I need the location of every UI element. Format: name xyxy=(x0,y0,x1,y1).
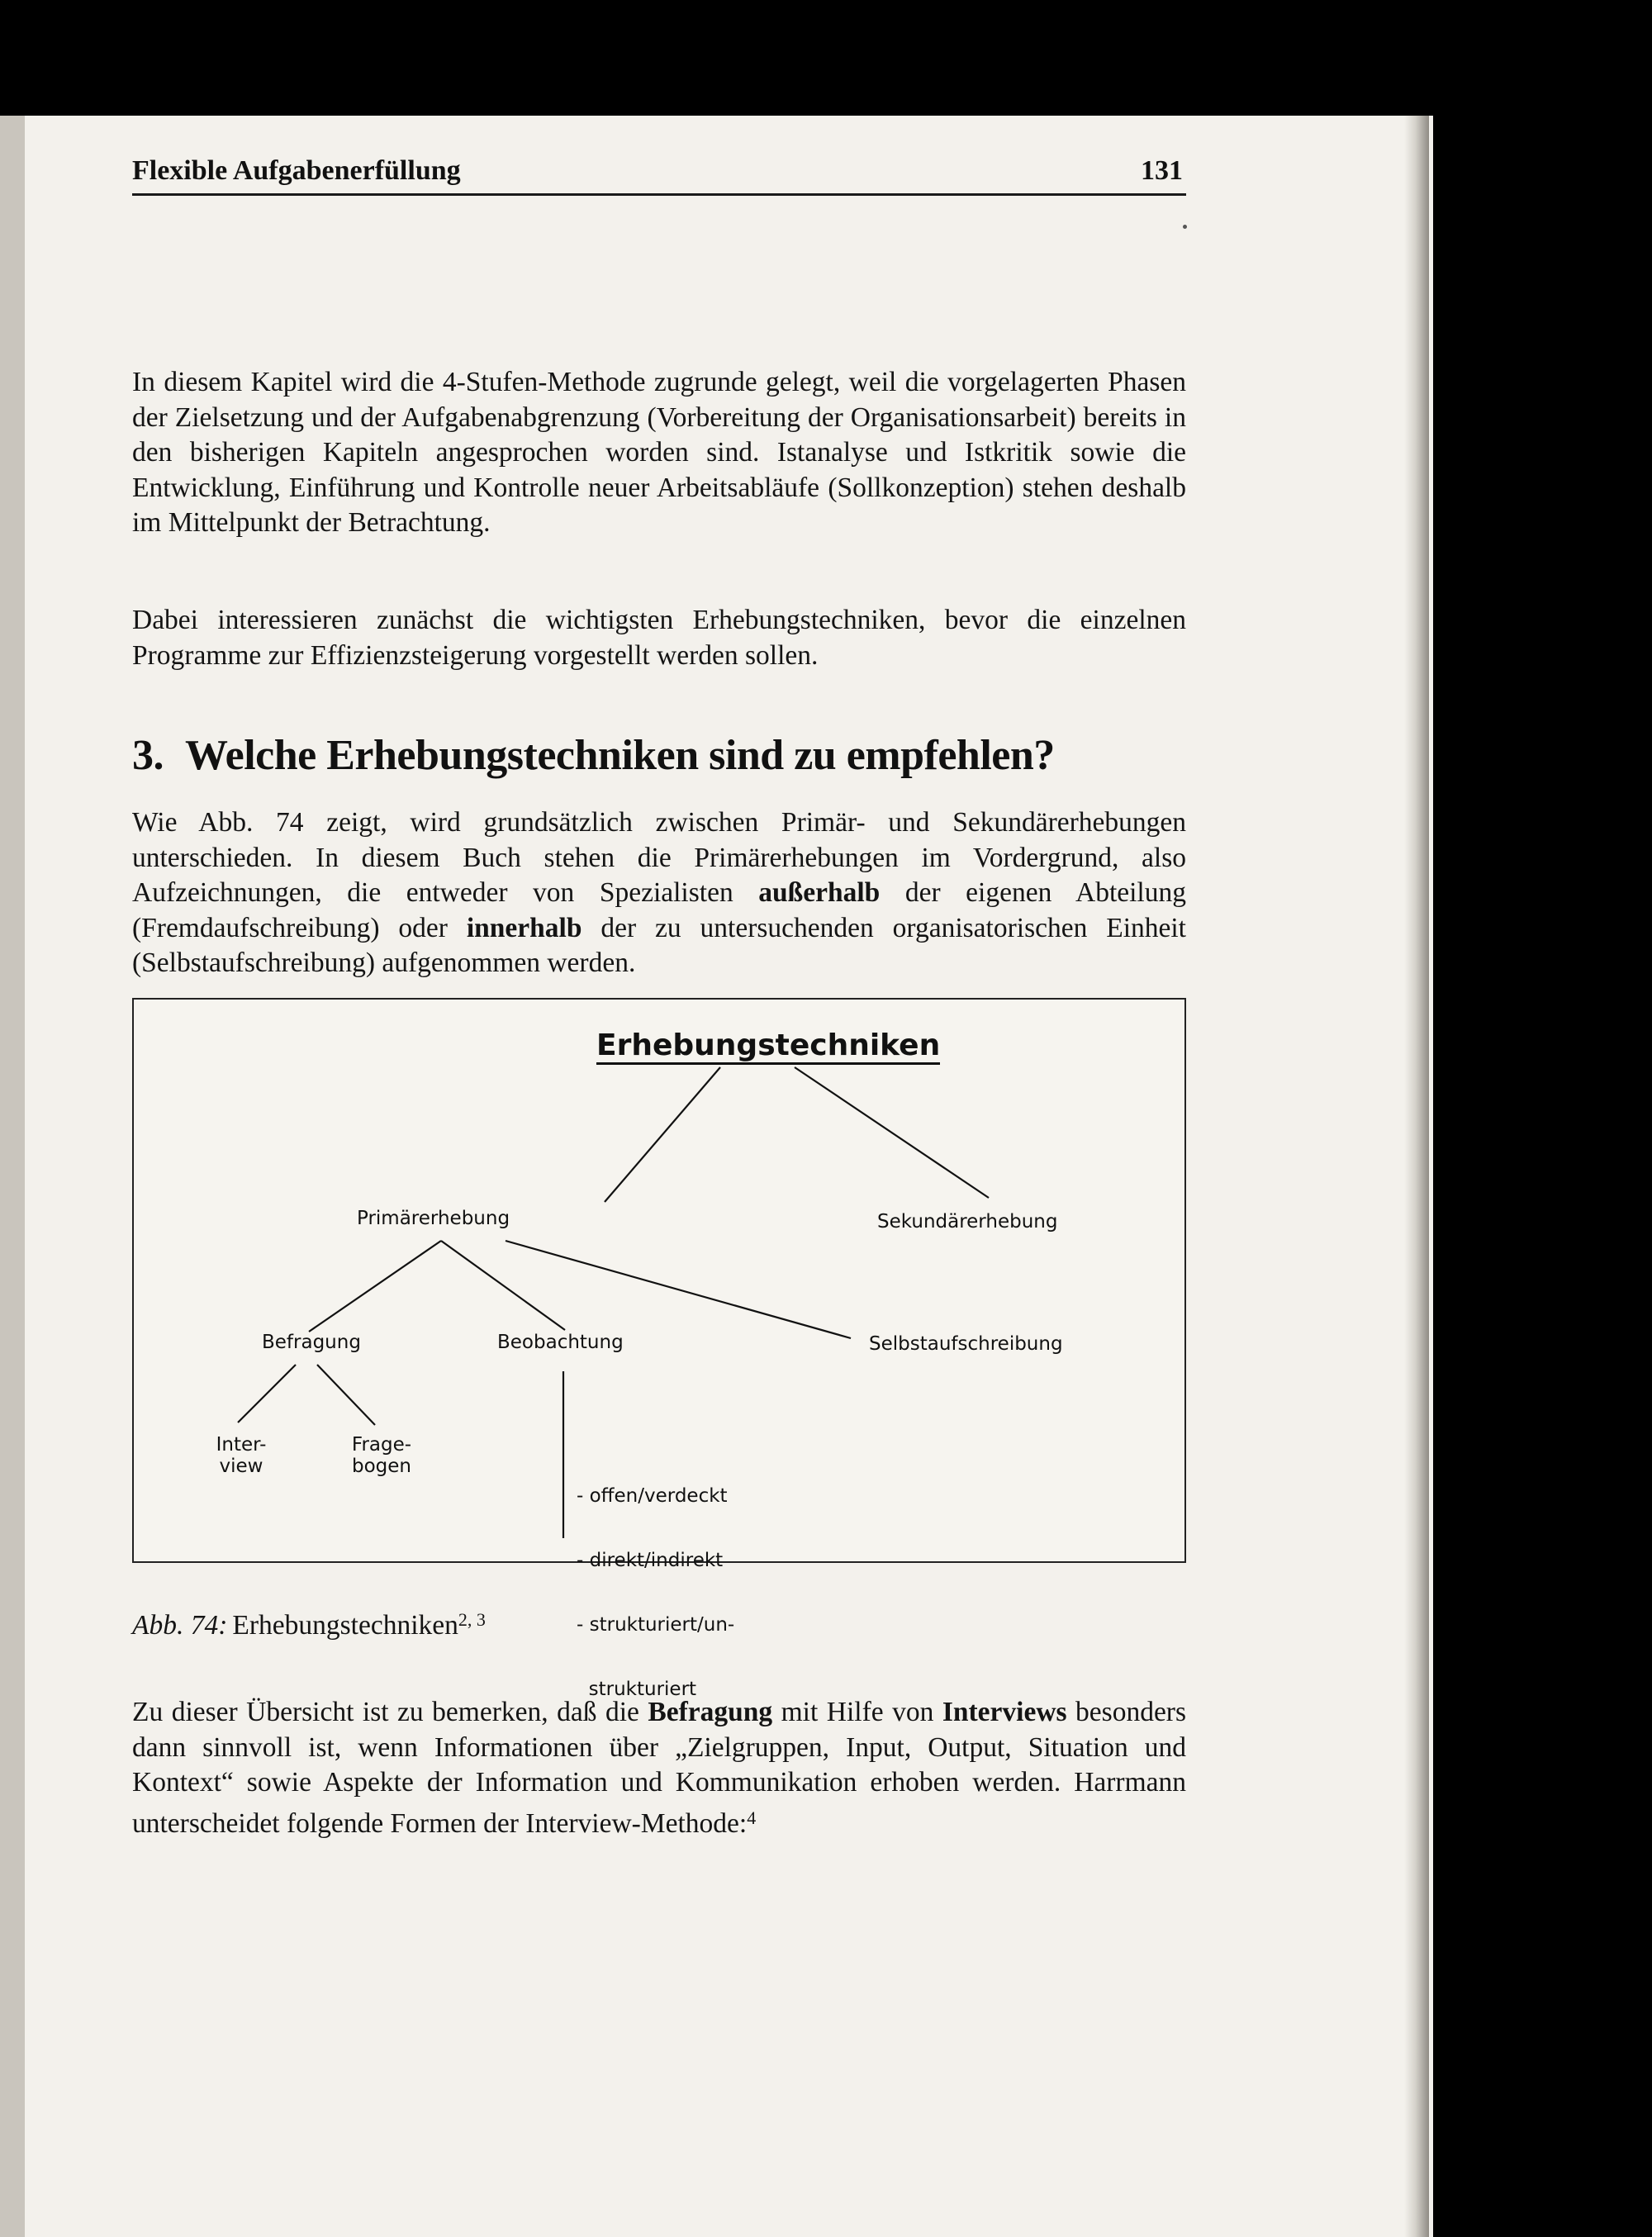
observation-type-3: - strukturiert/un- xyxy=(577,1614,735,1636)
paragraph-4 xyxy=(132,1695,1186,1841)
label-sekundaererhebung: Sekundärerhebung xyxy=(877,1211,1058,1232)
emphasis-interviews: Interviews xyxy=(942,1697,1067,1727)
observation-type-4: strukturiert xyxy=(577,1679,697,1700)
paragraph-3 xyxy=(132,805,1186,981)
label-fragebogen xyxy=(340,1434,423,1477)
header-title: Flexible Aufgabenerfüllung xyxy=(132,155,461,186)
running-header xyxy=(132,155,1186,196)
page-binding-edge xyxy=(1404,116,1429,2237)
caption-label: Abb. 74: xyxy=(132,1610,228,1641)
label-fragebogen-line1: Frage- xyxy=(351,1434,412,1456)
line-survey-questionnaire xyxy=(317,1365,375,1425)
diagram-title: Erhebungstechniken xyxy=(596,1029,940,1065)
emphasis-innerhalb: innerhalb xyxy=(466,912,582,943)
line-primary-observation xyxy=(441,1241,565,1330)
line-primary-survey xyxy=(309,1241,441,1332)
label-interview xyxy=(208,1434,274,1477)
scan-right-border xyxy=(1433,116,1652,2237)
label-interview-line2: view xyxy=(219,1456,263,1477)
scan-left-edge xyxy=(0,116,25,2237)
observation-type-1: - offen/verdeckt xyxy=(577,1485,728,1507)
caption-footnote-ref: 2, 3 xyxy=(458,1609,486,1630)
line-survey-interview xyxy=(238,1365,296,1422)
paragraph-1: In diesem Kapitel wird die 4-Stufen-Methode zugrunde gelegt, weil die vorgelagerten Phasen der Zielsetzung und der Aufgabenabgrenzung (Vorbereitung der Organisationsarbeit) bereits in den bisherigen Kapiteln angesprochen worden sind. Istanalyse und Istkritik sowie die Entwicklung, Einführung und Kontrolle neuer Arbeitsabläufe (Sollkonzeption) stehen deshalb im Mittelpunkt der Betrachtung. xyxy=(132,367,1186,538)
label-interview-line1: Inter- xyxy=(216,1434,267,1456)
line-title-primary xyxy=(605,1067,720,1202)
paragraph-3-part-b: der eigenen Abteilung (Fremdaufschreibung) oder xyxy=(132,877,1186,943)
label-beobachtung: Beobachtung xyxy=(497,1332,624,1353)
label-befragung: Befragung xyxy=(262,1332,361,1353)
emphasis-ausserhalb: außerhalb xyxy=(758,877,881,908)
paragraph-4-part-c: besonders dann sinnvoll ist, wenn Informationen über „Zielgruppen, Input, Output, Situation und Kontext“ sowie Aspekte der Information und Kommunikation erhoben werden. Harrmann unterscheidet folgende Formen der Interview-Methode: xyxy=(132,1697,1187,1839)
observation-type-2: - direkt/indirekt xyxy=(577,1550,724,1571)
paragraph-4-part-b: mit Hilfe von xyxy=(772,1697,942,1727)
emphasis-befragung: Befragung xyxy=(648,1697,773,1727)
label-primaerhebung: Primärerhebung xyxy=(357,1208,510,1229)
paragraph-4-footnote-ref: 4 xyxy=(747,1807,757,1828)
paragraph-3-part-a: Wie Abb. 74 zeigt, wird grundsätzlich zwischen Primär- und Sekundärerhebungen unterschieden. In diesem Buch stehen die Primärerhebungen im Vordergrund, also Aufzeichnungen, die entweder von Spezialisten xyxy=(132,807,1186,908)
speck xyxy=(1183,225,1187,229)
paragraph-2: Dabei interessieren zunächst die wichtigsten Erhebungstechniken, bevor die einzelnen Programme zur Effizienzsteigerung vorgestellt werden sollen. xyxy=(132,605,1186,671)
line-title-secondary xyxy=(795,1067,989,1198)
label-selbstaufschreibung: Selbstaufschreibung xyxy=(869,1333,1063,1355)
section-title: Welche Erhebungstechniken sind zu empfehlen? xyxy=(185,732,1055,779)
figure-caption xyxy=(132,1609,486,1641)
section-number: 3. xyxy=(132,732,164,779)
label-fragebogen-line2: bogen xyxy=(352,1456,411,1477)
paragraph-4-part-a: Zu dieser Übersicht ist zu bemerken, daß die xyxy=(132,1697,648,1727)
page-number: 131 xyxy=(1141,155,1183,186)
section-heading xyxy=(132,731,1055,780)
paragraph-3-part-c: der zu untersuchenden organisatorischen Einheit (Selbstaufschreibung) aufgenommen werden. xyxy=(132,912,1186,978)
caption-text: Erhebungstechniken xyxy=(232,1610,458,1641)
